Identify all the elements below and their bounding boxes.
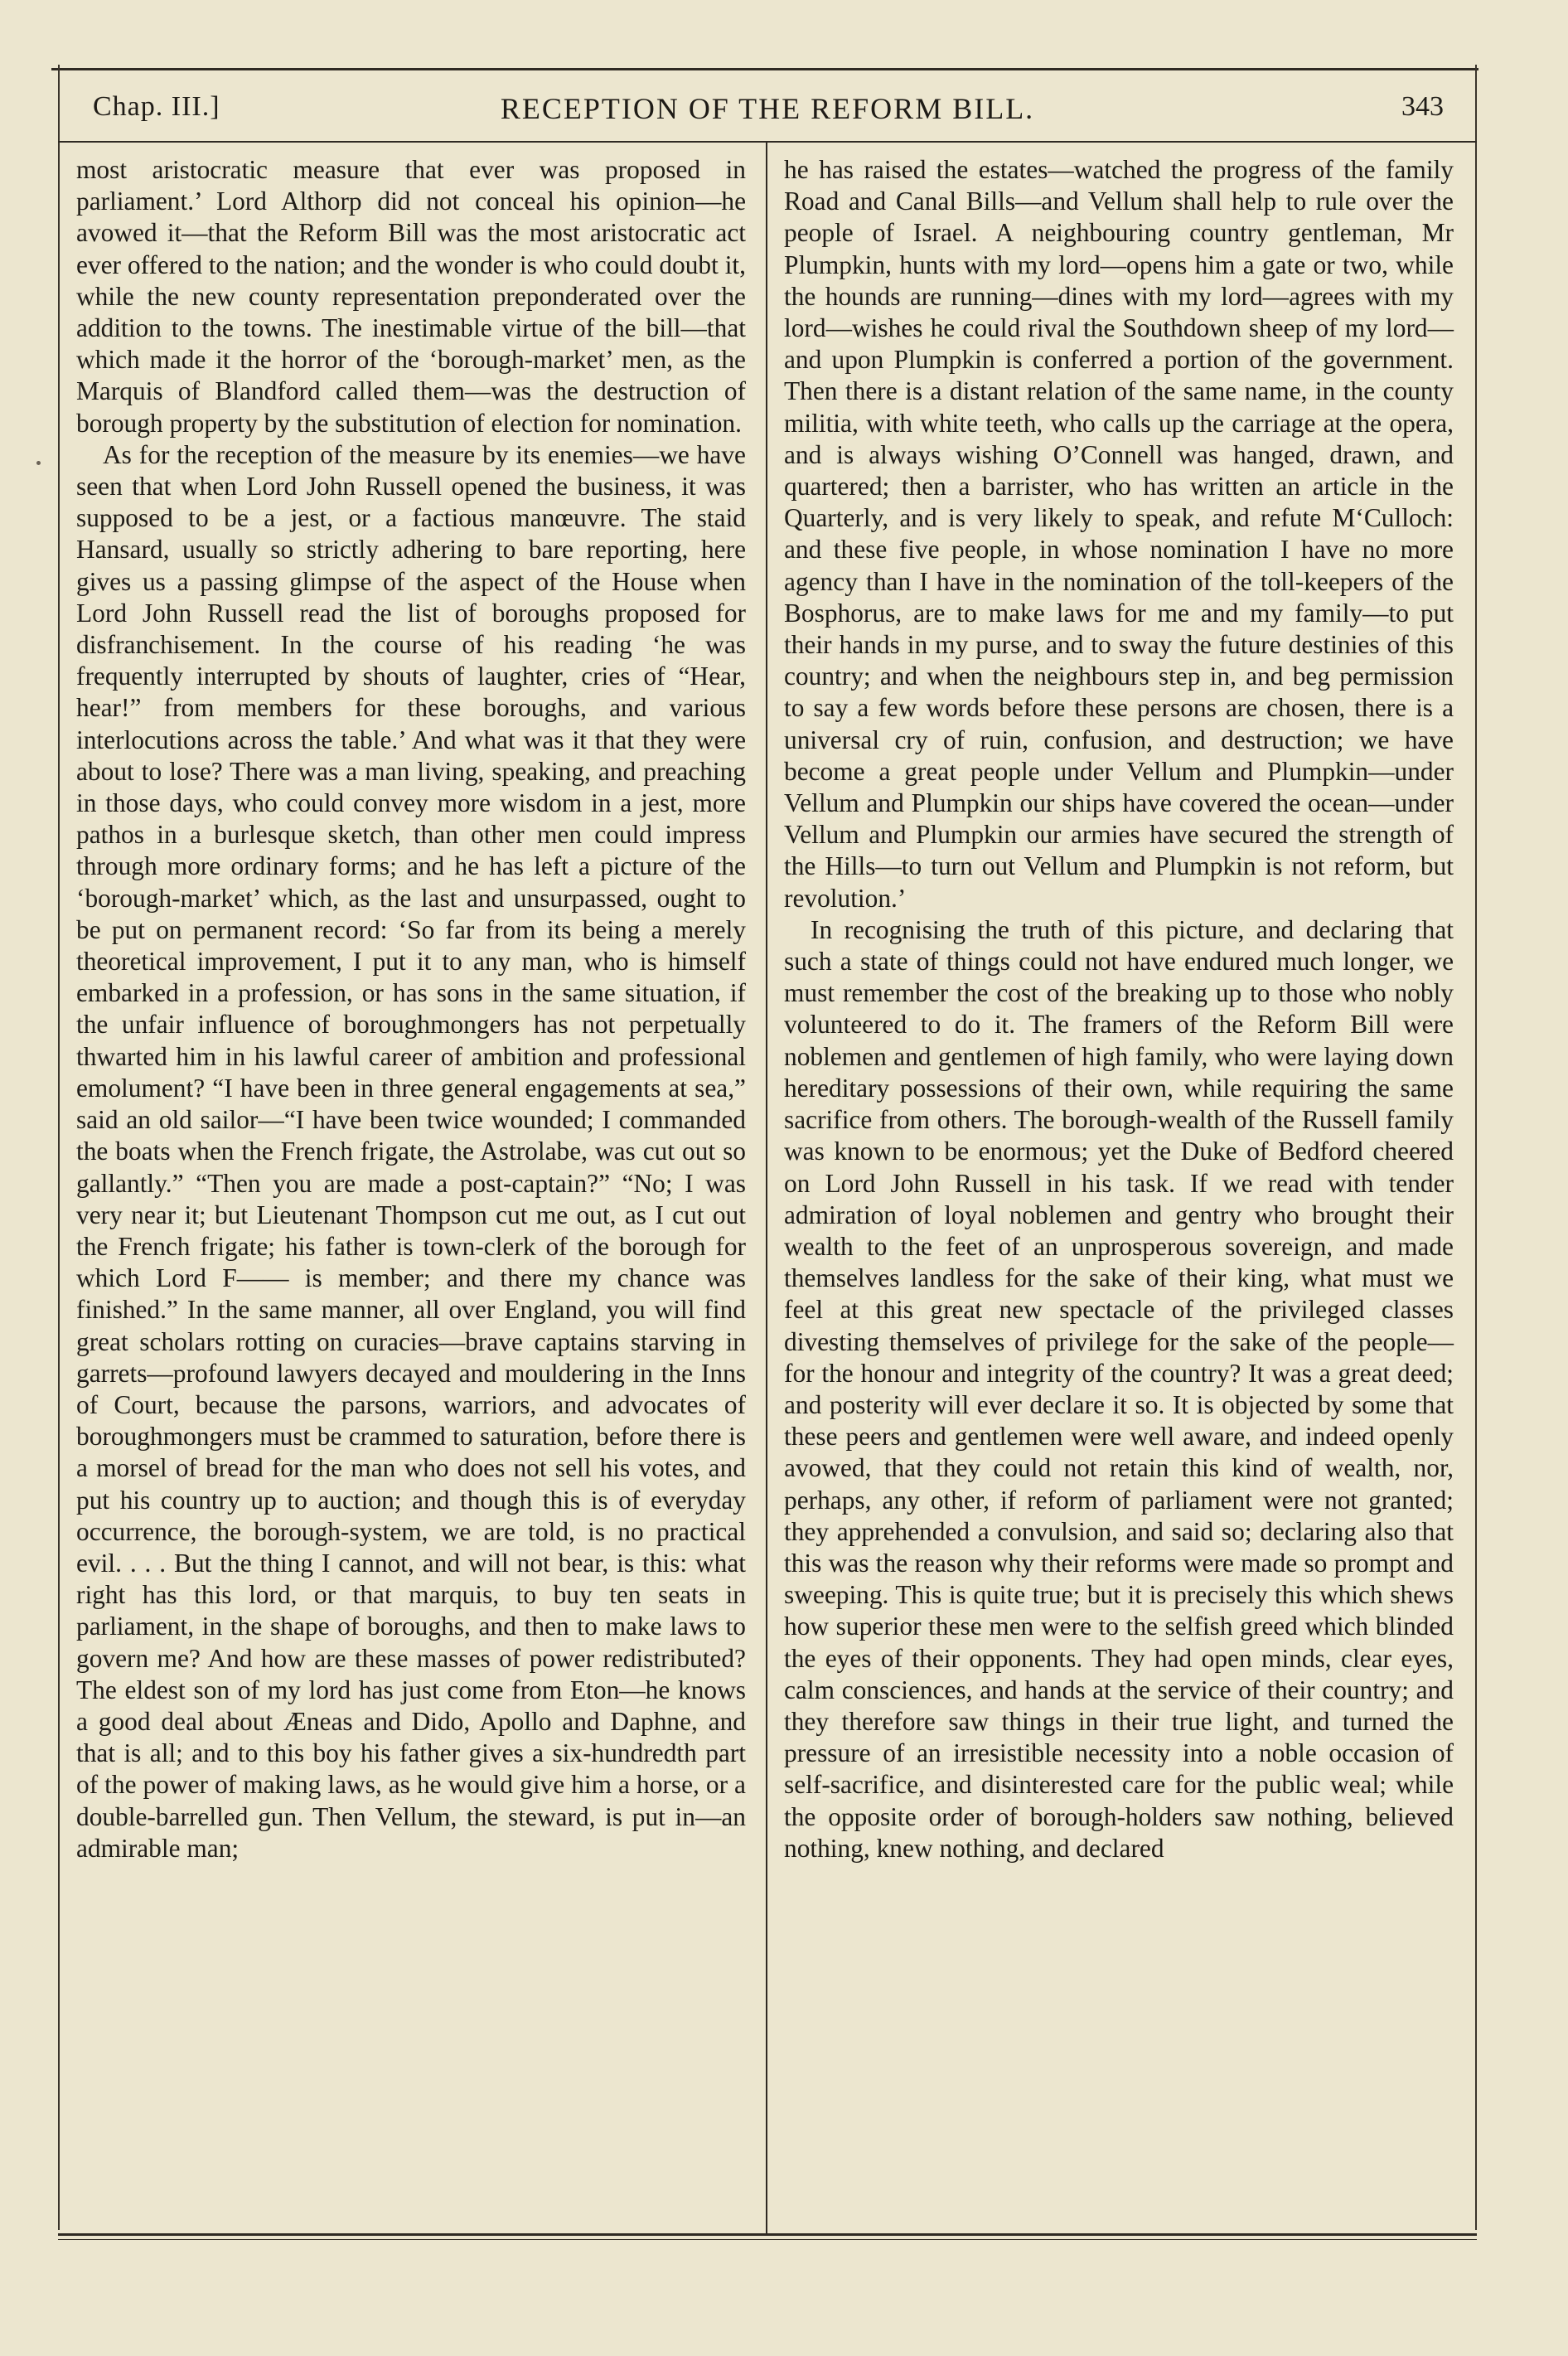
margin-speck [36, 461, 41, 465]
left-paragraph-1: most aristocratic measure that ever was proposed in parliament.’ Lord Althorp did not conceal his opinion—he avowed it—that the Reform Bill was the most aristocratic act ever offered to the nation; and the wonder is who could doubt it, while the new county representation preponderated over the addition to the towns. The inestimable virtue of the bill—that which made it the horror of the ‘borough-market’ men, as the Marquis of Blandford called them—was the destruction of borough property by the substitution of election for nomination. [76, 155, 746, 438]
column-divider [766, 143, 767, 2233]
bottom-rule-thin [58, 2239, 1477, 2240]
right-paragraph-2: In recognising the truth of this picture, and declaring that such a state of things could not have endured much longer, we must remember the cost of the breaking up to those who nobly volunteered to do it. The framers of the Reform Bill were noblemen and gentlemen of high family, who were laying down hereditary possessions of their own, while requiring the same sacrifice from others. The borough-wealth of the Russell family was known to be enormous; yet the Duke of Bedford cheered on Lord John Russell in his task. If we read with tender admiration of loyal noblemen and gentry who brought their wealth to the feet of an unprosperous sovereign, and made themselves landless for the sake of their king, what must we feel at this great new spectacle of the privileged classes divesting themselves of privilege for the sake of the people—for the honour and integrity of the country? It was a great deed; and posterity will ever declare it so. It is objected by some that these peers and gentlemen were well aware, and indeed openly avowed, that they could not retain this kind of wealth, nor, perhaps, any other, if reform of parliament were not granted; they apprehended a convulsion, and said so; declaring also that this was the reason why their reforms were made so prompt and sweeping. This is quite true; but it is precisely this which shews how superior these men were to the selfish greed which blinded the eyes of their opponents. They had open minds, clear eyes, calm consciences, and hands at the service of their country; and they therefore saw things in their true light, and turned the pressure of an irresistible necessity into a noble occasion of self-sacrifice, and disinterested care for the public weal; while the opposite order of borough-holders saw nothing, believed nothing, knew nothing, and declared [784, 914, 1454, 1863]
right-paragraph-1: he has raised the estates—watched the progress of the family Road and Canal Bills—and Vellum shall help to rule over the people of Israel. A neighbouring country gentleman, Mr Plumpkin, hunts with my lord—opens him a gate or two, while the hounds are running—dines with my lord—agrees with my lord—wishes he could rival the Southdown sheep of my lord—and upon Plumpkin is conferred a portion of the government. Then there is a distant relation of the same name, in the county militia, with white teeth, who calls up the carriage at the opera, and is always wishing O’Connell was hanged, drawn, and quartered; then a barrister, who has written an article in the Quarterly, and is very likely to speak, and refute M‘Culloch: and these five people, in whose nomination I have no more agency than I have in the nomination of the toll-keepers of the Bosphorus, are to make laws for me and my family—to put their hands in my purse, and to sway the future destinies of this country; and when the neighbours step in, and beg permission to say a few words before these persons are chosen, there is a universal cry of ruin, confusion, and destruction; we have become a great people under Vellum and Plumpkin—under Vellum and Plumpkin our ships have covered the ocean—under Vellum and Plumpkin our armies have secured the strength of the Hills—to turn out Vellum and Plumpkin is not reform, but revolution.’ [784, 155, 1454, 913]
right-column [784, 154, 1454, 2227]
page-number: 343 [1401, 91, 1444, 122]
bottom-rule [58, 2233, 1477, 2236]
chapter-label: Chap. III.] [93, 91, 220, 122]
running-title: RECEPTION OF THE REFORM BILL. [500, 92, 1035, 125]
header-rule [58, 141, 1477, 143]
left-column [76, 154, 746, 2227]
running-header [58, 91, 1477, 131]
left-paragraph-2: As for the reception of the measure by its enemies—we have seen that when Lord John Russell opened the business, it was supposed to be a jest, or a factious manœuvre. The staid Hansard, usually so strictly adhering to bare reporting, here gives us a passing glimpse of the aspect of the House when Lord John Russell read the list of boroughs proposed for disfranchisement. In the course of his reading ‘he was frequently interrupted by shouts of laughter, cries of “Hear, hear!” from members for these boroughs, and various interlocutions across the table.’ And what was it that they were about to lose? There was a man living, speaking, and preaching in those days, who could convey more wisdom in a jest, more pathos in a burlesque sketch, than other men could impress through more ordinary forms; and he has left a picture of the ‘borough-market’ which, as the last and unsurpassed, ought to be put on permanent record: ‘So far from its being a merely theoretical improvement, I put it to any man, who is himself embarked in a profession, or has sons in the same situation, if the unfair influence of boroughmongers has not perpetually thwarted him in his lawful career of ambition and professional emolument? “I have been in three general engagements at sea,” said an old sailor—“I have been twice wounded; I commanded the boats when the French frigate, the Astrolabe, was cut out so gallantly.” “Then you are made a post-captain?” “No; I was very near it; but Lieutenant Thompson cut me out, as I cut out the French frigate; his father is town-clerk of the borough for which Lord F—— is member; and there my chance was finished.” In the same manner, all over England, you will find great scholars rotting on curacies—brave captains starving in garrets—profound lawyers decayed and mouldering in the Inns of Court, because the parsons, warriors, and advocates of boroughmongers must be crammed to saturation, before there is a morsel of bread for the man who does not sell his votes, and put his country up to auction; and though this is of everyday occurrence, the borough-system, we are told, is no practical evil. . . . But the thing I cannot, and will not bear, is this: what right has this lord, or that marquis, to buy ten seats in parliament, in the shape of boroughs, and then to make laws to govern me? And how are these masses of power redistributed? The eldest son of my lord has just come from Eton—he knows a good deal about Æneas and Dido, Apollo and Daphne, and that is all; and to this boy his father gives a six-hundredth part of the power of making laws, as he would give him a horse, or a double-barrelled gun. Then Vellum, the steward, is put in—an admirable man; [76, 439, 746, 1863]
